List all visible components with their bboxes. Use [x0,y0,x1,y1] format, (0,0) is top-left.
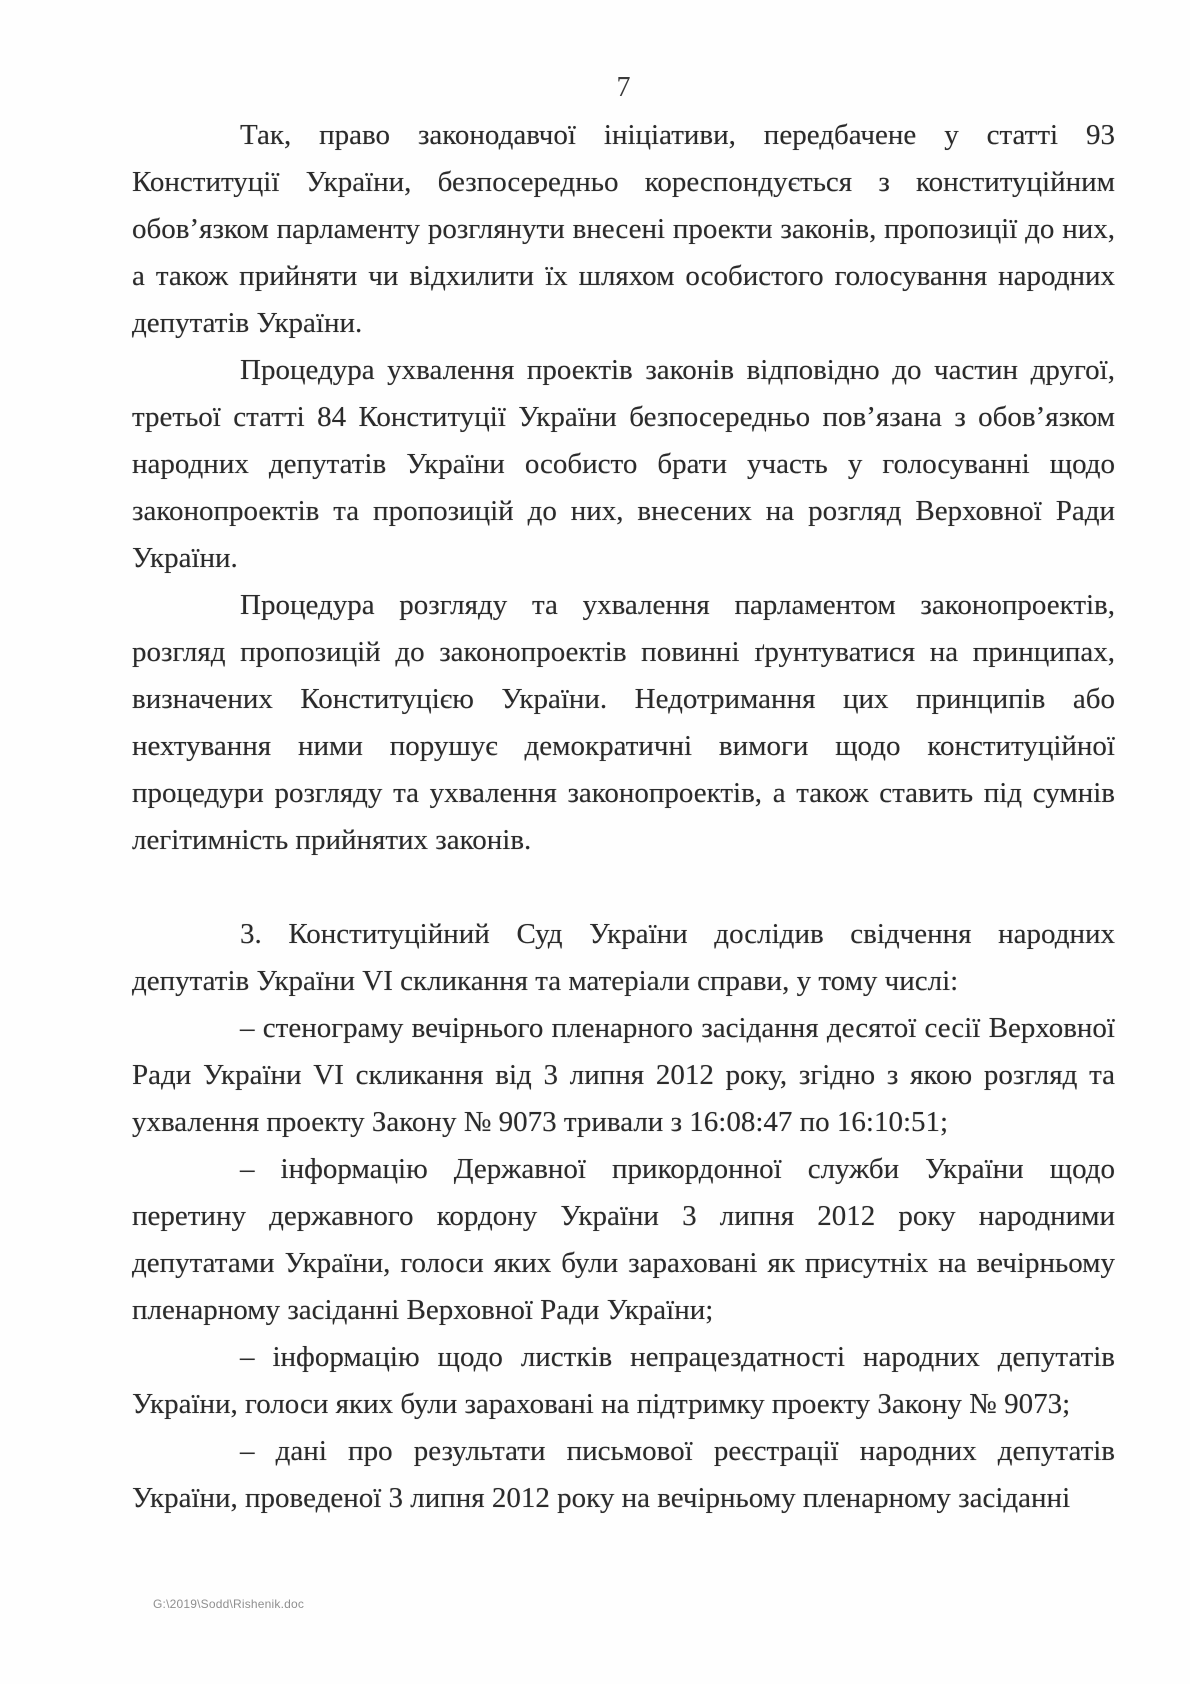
paragraph-procedure-principles: Процедура розгляду та ухвалення парламентом законопроектів, розгляд пропозицій до законопроектів повинні ґрунтуватися на принципах, визначених Конституцією України. Недотримання цих принципів або нехтування ними порушує демократичні вимоги щодо конституційної процедури розгляду та ухвалення законопроектів, а також ставить під сумнів легітимність прийнятих законів. [132,589,1115,856]
paragraph-procedure-adoption: Процедура ухвалення проектів законів відповідно до частин другої, третьої статті 84 Конституції України безпосередньо пов’язана з обов’язком народних депутатів України особисто брати участь у голосуванні щодо законопроектів та пропозицій до них, внесених на розгляд Верховної Ради України. [132,354,1115,574]
page-number: 7 [616,72,631,103]
list-item-stenogram: – стенограму вечірнього пленарного засідання десятої сесії Верховної Ради України VI скликання від 3 липня 2012 року, згідно з якою розгляд та ухвалення проекту Закону № 9073 тривали з 16:08:47 по 16:10:51; [132,1012,1115,1138]
paragraph-legislative-initiative: Так, право законодавчої ініціативи, передбачене у статті 93 Конституції України, безпосередньо кореспондується з конституційним обов’язком парламенту розглянути внесені проекти законів, пропозиції до них, а також прийняти чи відхилити їх шляхом особистого голосування народних депутатів України. [132,119,1115,339]
footer-file-path: G:\2019\Sodd\Rishenik.doc [153,1597,305,1611]
list-item-sick-leave-info: – інформацію щодо листків непрацездатності народних депутатів України, голоси яких були зараховані на підтримку проекту Закону № 9073; [132,1341,1115,1420]
list-item-written-registration-data: – дані про результати письмової реєстрації народних депутатів України, проведеної 3 липня 2012 року на вечірньому пленарному засіданні [132,1435,1115,1514]
document-body [132,112,1115,1522]
list-item-border-service-info: – інформацію Державної прикордонної служби України щодо перетину державного кордону України 3 липня 2012 року народними депутатами України, голоси яких були зараховані як присутніх на вечірньому пленарному засіданні Верховної Ради України; [132,1153,1115,1326]
paragraph-section-3-heading: 3. Конституційний Суд України дослідив свідчення народних депутатів України VI скликання та матеріали справи, у тому числі: [132,918,1115,997]
